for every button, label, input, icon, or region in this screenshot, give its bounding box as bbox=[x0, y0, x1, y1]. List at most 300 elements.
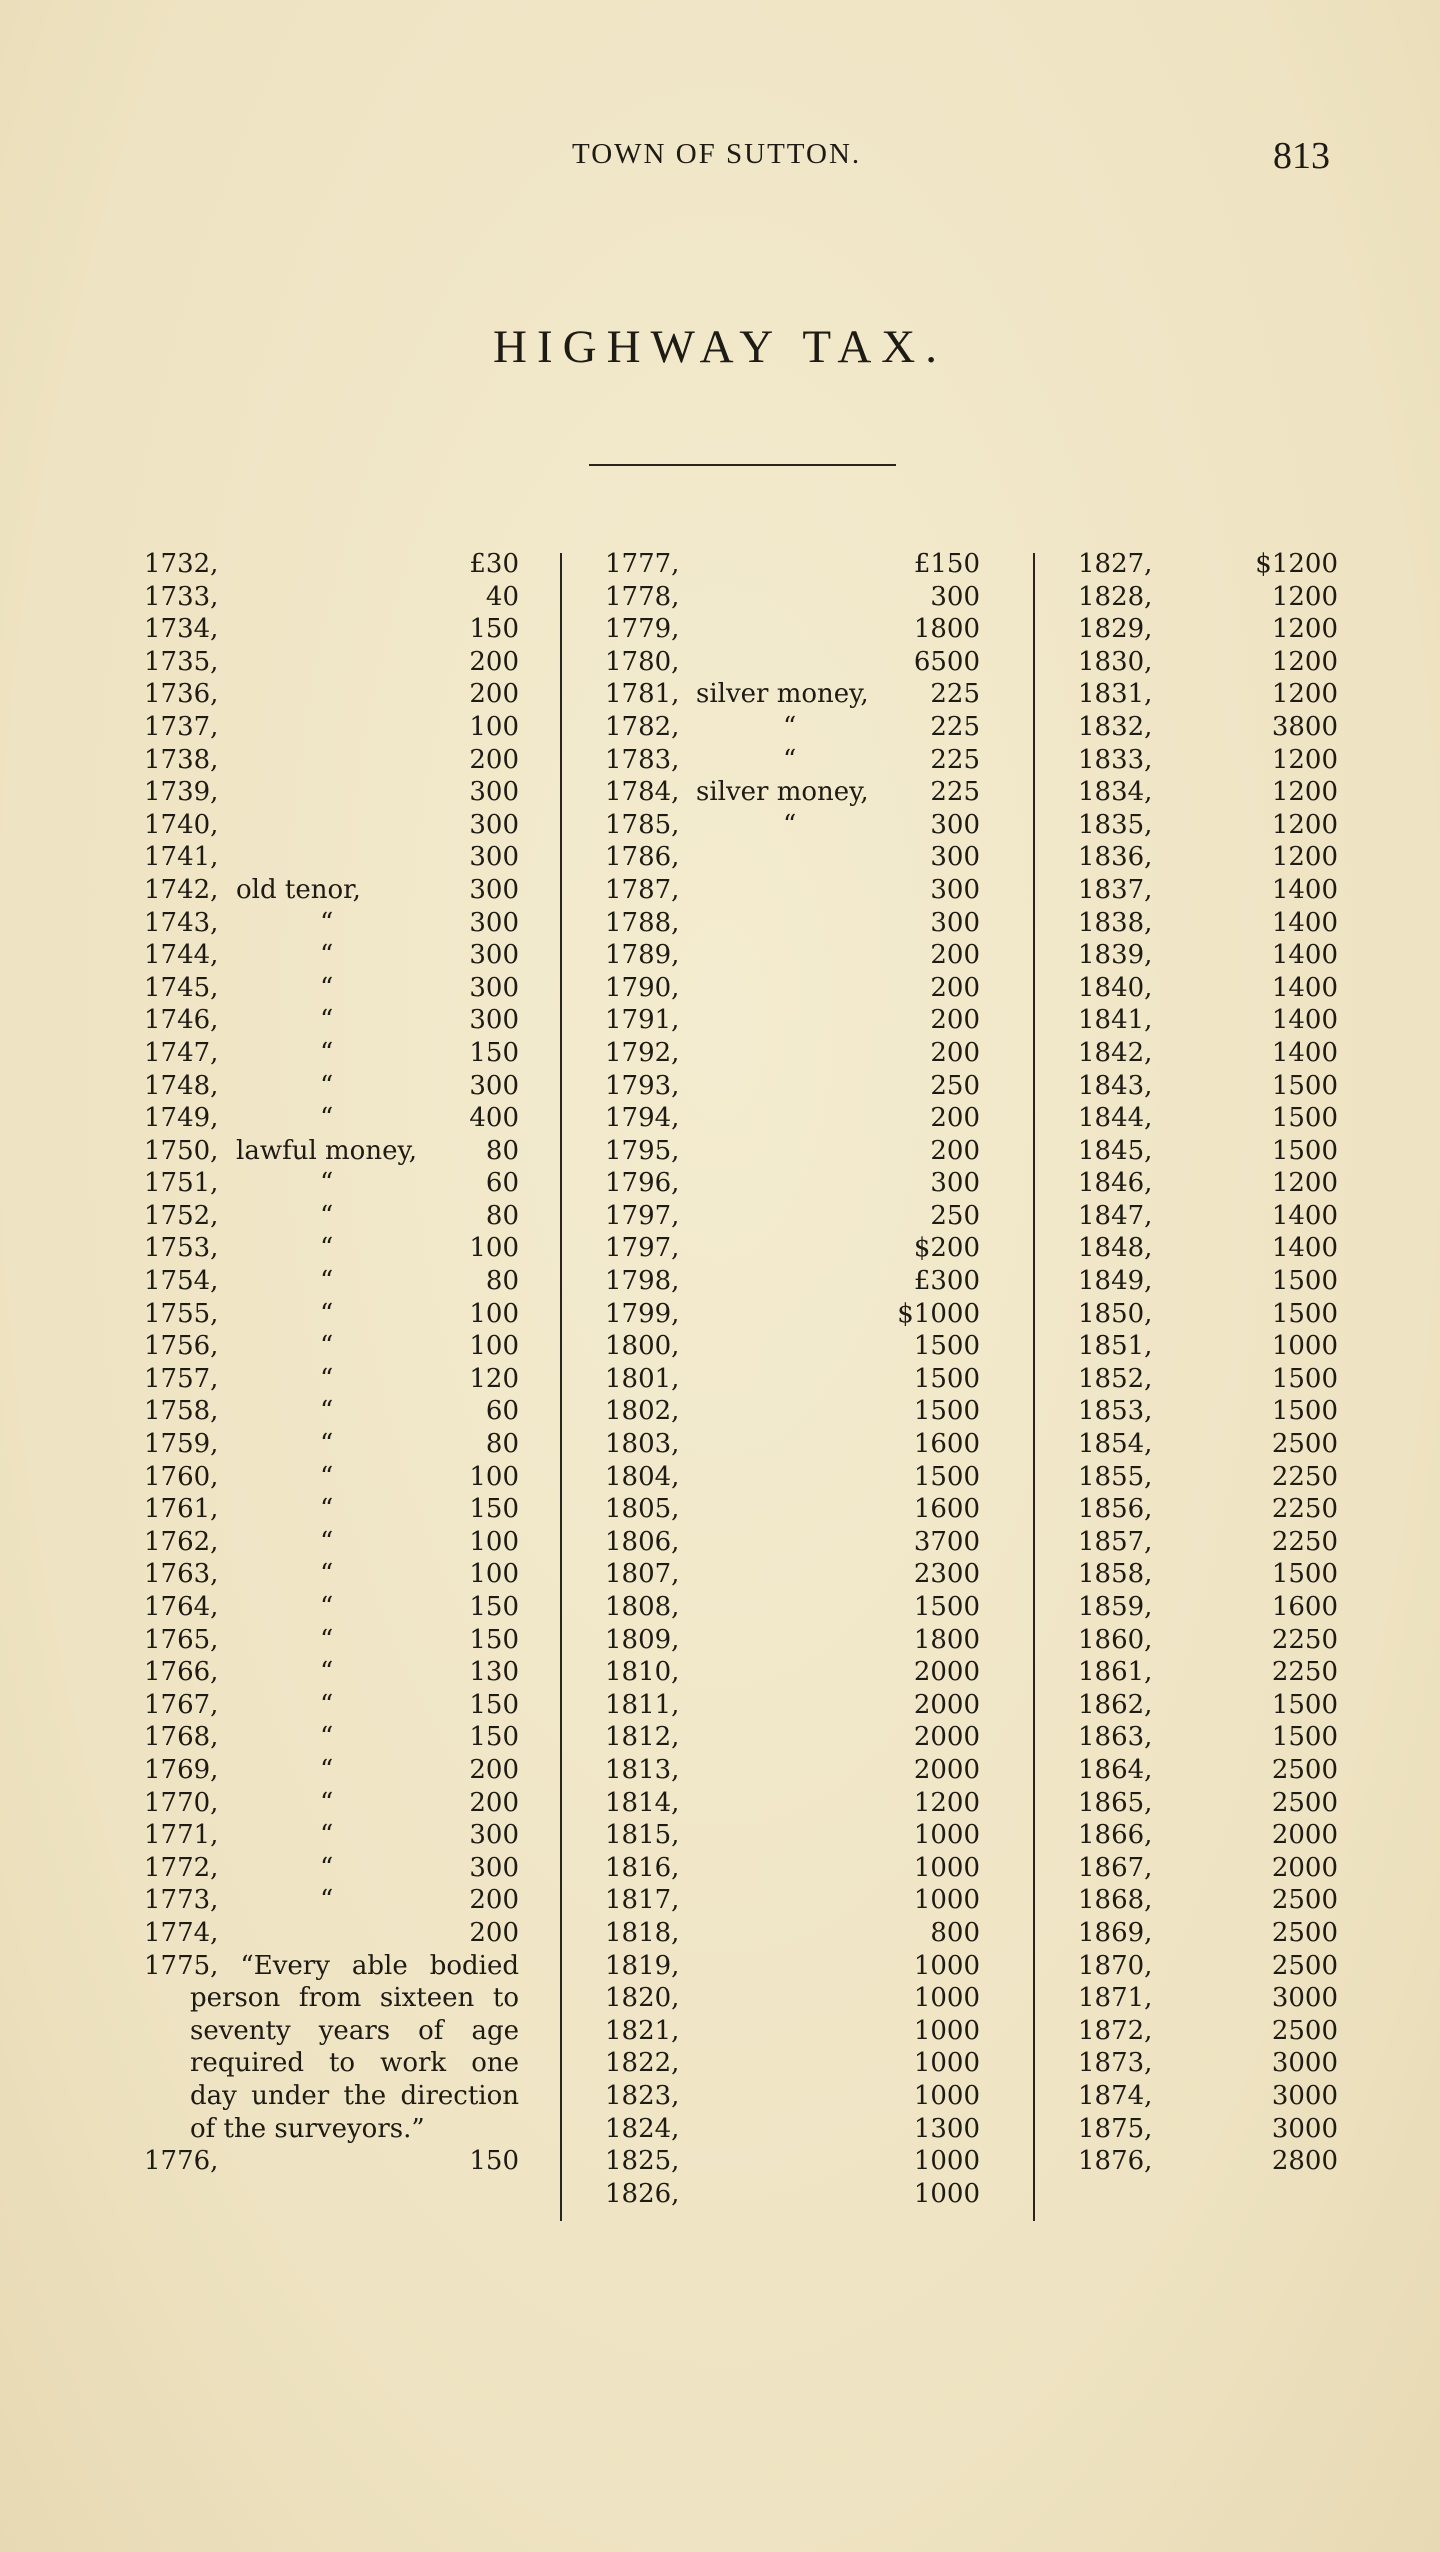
year: 1854, bbox=[1078, 1429, 1153, 1460]
table-row bbox=[1078, 1624, 1340, 1657]
year: 1790, bbox=[605, 972, 680, 1003]
table-row bbox=[144, 1200, 519, 1233]
tax-amount: 1200 bbox=[1271, 646, 1338, 677]
table-row bbox=[144, 1558, 519, 1591]
table-row bbox=[605, 1819, 980, 1852]
ditto-mark: “ bbox=[320, 1070, 334, 1101]
year: 1863, bbox=[1078, 1722, 1153, 1753]
running-title: TOWN OF SUTTON. bbox=[572, 138, 862, 170]
table-row bbox=[1078, 1363, 1340, 1396]
tax-amount: 3000 bbox=[1271, 2048, 1338, 2079]
tax-amount: 200 bbox=[930, 1103, 980, 1134]
ditto-mark: “ bbox=[320, 1559, 334, 1590]
table-row bbox=[605, 1135, 980, 1168]
tax-amount: $200 bbox=[913, 1233, 980, 1264]
ditto-mark: “ bbox=[783, 711, 797, 742]
year: 1847, bbox=[1078, 1200, 1153, 1231]
tax-amount: £300 bbox=[913, 1266, 980, 1297]
table-row bbox=[1078, 1787, 1340, 1820]
year: 1759, bbox=[144, 1429, 219, 1460]
year: 1745, bbox=[144, 972, 219, 1003]
table-row bbox=[605, 613, 980, 646]
table-row bbox=[1078, 1200, 1340, 1233]
year: 1812, bbox=[605, 1722, 680, 1753]
table-row bbox=[1078, 907, 1340, 940]
year: 1792, bbox=[605, 1037, 680, 1068]
year: 1788, bbox=[605, 907, 680, 938]
year: 1750, bbox=[144, 1135, 219, 1166]
year: 1811, bbox=[605, 1689, 680, 1720]
year: 1768, bbox=[144, 1722, 219, 1753]
tax-amount: 300 bbox=[469, 940, 519, 971]
year: 1834, bbox=[1078, 777, 1153, 808]
table-row bbox=[1078, 1232, 1340, 1265]
table-row bbox=[1078, 1721, 1340, 1754]
year: 1837, bbox=[1078, 874, 1153, 905]
year: 1876, bbox=[1078, 2146, 1153, 2177]
ditto-mark: “ bbox=[320, 1754, 334, 1785]
year: 1787, bbox=[605, 874, 680, 905]
tax-amount: 1500 bbox=[1271, 1266, 1338, 1297]
table-row bbox=[144, 1363, 519, 1396]
ditto-mark: “ bbox=[320, 1657, 334, 1688]
ditto-mark: “ bbox=[320, 1852, 334, 1883]
table-row bbox=[1078, 874, 1340, 907]
table-row bbox=[1078, 2047, 1340, 2080]
year: 1875, bbox=[1078, 2113, 1153, 2144]
ditto-mark: “ bbox=[320, 1787, 334, 1818]
table-row bbox=[1078, 1461, 1340, 1494]
year: 1758, bbox=[144, 1396, 219, 1427]
tax-amount: 1500 bbox=[1271, 1363, 1338, 1394]
year: 1797, bbox=[605, 1200, 680, 1231]
year: 1843, bbox=[1078, 1070, 1153, 1101]
tax-amount: 2500 bbox=[1271, 1754, 1338, 1785]
table-row bbox=[144, 1754, 519, 1787]
tax-amount: 300 bbox=[930, 874, 980, 905]
tax-amount: 2000 bbox=[913, 1657, 980, 1688]
table-row bbox=[605, 972, 980, 1005]
table-row bbox=[605, 1037, 980, 1070]
ditto-mark: “ bbox=[320, 972, 334, 1003]
table-row bbox=[144, 711, 519, 744]
tax-amount: 2800 bbox=[1271, 2146, 1338, 2177]
tax-amount: 1400 bbox=[1271, 1005, 1338, 1036]
year: 1763, bbox=[144, 1559, 219, 1590]
tax-amount: 1500 bbox=[913, 1331, 980, 1362]
year: 1772, bbox=[144, 1852, 219, 1883]
currency-note: silver money, bbox=[696, 679, 869, 710]
year: 1782, bbox=[605, 711, 680, 742]
tax-amount: 1500 bbox=[1271, 1103, 1338, 1134]
tax-amount: 300 bbox=[930, 842, 980, 873]
year: 1797, bbox=[605, 1233, 680, 1264]
table-row bbox=[144, 1265, 519, 1298]
tax-amount: 2250 bbox=[1271, 1494, 1338, 1525]
year: 1755, bbox=[144, 1298, 219, 1329]
year: 1836, bbox=[1078, 842, 1153, 873]
year: 1754, bbox=[144, 1266, 219, 1297]
column-divider bbox=[560, 553, 562, 2221]
year: 1816, bbox=[605, 1852, 680, 1883]
table-row bbox=[1078, 841, 1340, 874]
tax-amount: 200 bbox=[930, 972, 980, 1003]
table-row bbox=[1078, 1167, 1340, 1200]
year: 1858, bbox=[1078, 1559, 1153, 1590]
year: 1839, bbox=[1078, 940, 1153, 971]
table-row bbox=[144, 1819, 519, 1852]
tax-amount: 200 bbox=[930, 940, 980, 971]
table-row bbox=[144, 1395, 519, 1428]
table-row bbox=[605, 1363, 980, 1396]
year: 1749, bbox=[144, 1103, 219, 1134]
table-row bbox=[605, 1884, 980, 1917]
tax-amount: 3000 bbox=[1271, 1983, 1338, 2014]
tax-amount: 2500 bbox=[1271, 1429, 1338, 1460]
table-row bbox=[605, 776, 980, 809]
tax-amount: 3700 bbox=[913, 1526, 980, 1557]
year: 1810, bbox=[605, 1657, 680, 1688]
table-row bbox=[605, 1689, 980, 1722]
tax-amount: 80 bbox=[485, 1429, 519, 1460]
tax-amount: 2000 bbox=[1271, 1852, 1338, 1883]
ditto-mark: “ bbox=[320, 1820, 334, 1851]
year: 1800, bbox=[605, 1331, 680, 1362]
table-row bbox=[144, 1852, 519, 1885]
tax-amount: 150 bbox=[469, 1624, 519, 1655]
year: 1744, bbox=[144, 940, 219, 971]
tax-amount: 1500 bbox=[1271, 1298, 1338, 1329]
year: 1840, bbox=[1078, 972, 1153, 1003]
tax-amount: 200 bbox=[930, 1037, 980, 1068]
year: 1830, bbox=[1078, 646, 1153, 677]
table-row bbox=[605, 1167, 980, 1200]
tax-amount: 3800 bbox=[1271, 711, 1338, 742]
table-row bbox=[605, 1004, 980, 1037]
table-row bbox=[605, 2047, 980, 2080]
ditto-mark: “ bbox=[320, 1266, 334, 1297]
year: 1764, bbox=[144, 1592, 219, 1622]
year: 1753, bbox=[144, 1233, 219, 1264]
table-row bbox=[144, 548, 519, 581]
table-row bbox=[605, 1395, 980, 1428]
ditto-mark: “ bbox=[320, 1461, 334, 1492]
year: 1842, bbox=[1078, 1037, 1153, 1068]
tax-amount: 225 bbox=[930, 711, 980, 742]
year: 1861, bbox=[1078, 1657, 1153, 1688]
tax-amount: 100 bbox=[469, 1331, 519, 1362]
tax-amount: 2000 bbox=[913, 1722, 980, 1753]
year: 1774, bbox=[144, 1917, 219, 1948]
year: 1870, bbox=[1078, 1950, 1153, 1981]
table-row bbox=[1078, 1102, 1340, 1135]
table-row bbox=[144, 1624, 519, 1657]
year: 1835, bbox=[1078, 809, 1153, 840]
year: 1860, bbox=[1078, 1624, 1153, 1655]
tax-amount: 100 bbox=[469, 1559, 519, 1590]
tax-amount: 100 bbox=[469, 1461, 519, 1492]
table-row bbox=[605, 1428, 980, 1461]
year: 1748, bbox=[144, 1070, 219, 1101]
tax-amount: 1000 bbox=[913, 2146, 980, 2177]
year: 1757, bbox=[144, 1363, 219, 1394]
tax-amount: 2000 bbox=[913, 1754, 980, 1785]
year: 1833, bbox=[1078, 744, 1153, 775]
tax-amount: 1000 bbox=[913, 2048, 980, 2079]
tax-amount: 1500 bbox=[1271, 1559, 1338, 1590]
table-row bbox=[605, 1982, 980, 2015]
tax-amount: 1200 bbox=[913, 1787, 980, 1818]
title-rule bbox=[589, 464, 896, 466]
year: 1785, bbox=[605, 809, 680, 840]
tax-amount: 300 bbox=[469, 874, 519, 905]
year: 1827, bbox=[1078, 549, 1153, 579]
table-row bbox=[605, 1200, 980, 1233]
table-row bbox=[605, 1526, 980, 1559]
year: 1765, bbox=[144, 1624, 219, 1655]
ditto-mark: “ bbox=[320, 1526, 334, 1557]
ditto-mark: “ bbox=[320, 1005, 334, 1036]
table-row bbox=[1078, 2080, 1340, 2113]
year: 1857, bbox=[1078, 1526, 1153, 1557]
table-row bbox=[1078, 744, 1340, 777]
year: 1808, bbox=[605, 1592, 680, 1622]
ditto-mark: “ bbox=[320, 1103, 334, 1134]
tax-amount: 300 bbox=[469, 1005, 519, 1036]
tax-amount: 1200 bbox=[1271, 614, 1338, 645]
tax-amount: 1500 bbox=[1271, 1070, 1338, 1101]
year: 1740, bbox=[144, 809, 219, 840]
tax-amount: 1200 bbox=[1271, 809, 1338, 840]
ditto-mark: “ bbox=[320, 1592, 334, 1622]
year: 1805, bbox=[605, 1494, 680, 1525]
tax-amount: 1000 bbox=[913, 2178, 980, 2209]
table-row bbox=[1078, 972, 1340, 1005]
tax-amount: 2250 bbox=[1271, 1526, 1338, 1557]
year: 1828, bbox=[1078, 581, 1153, 612]
year: 1778, bbox=[605, 581, 680, 612]
table-row bbox=[144, 1428, 519, 1461]
year: 1799, bbox=[605, 1298, 680, 1329]
table-row bbox=[1078, 1819, 1340, 1852]
tax-amount: 1500 bbox=[1271, 1396, 1338, 1427]
tax-amount: 1300 bbox=[913, 2113, 980, 2144]
year: 1738, bbox=[144, 744, 219, 775]
table-row bbox=[1078, 646, 1340, 679]
tax-amount: 200 bbox=[930, 1005, 980, 1036]
table-row bbox=[605, 1330, 980, 1363]
table-row bbox=[1078, 1852, 1340, 1885]
table-row bbox=[144, 1461, 519, 1494]
tax-amount: 1000 bbox=[913, 1950, 980, 1981]
year: 1820, bbox=[605, 1983, 680, 2014]
tax-amount: 1600 bbox=[913, 1494, 980, 1525]
tax-amount: 1400 bbox=[1271, 907, 1338, 938]
year: 1735, bbox=[144, 646, 219, 677]
tax-amount: 2500 bbox=[1271, 1950, 1338, 1981]
ditto-mark: “ bbox=[320, 1331, 334, 1362]
tax-amount: 1600 bbox=[1271, 1592, 1338, 1622]
table-row bbox=[605, 2145, 980, 2178]
ditto-mark: “ bbox=[783, 744, 797, 775]
tax-amount: 1200 bbox=[1271, 744, 1338, 775]
tax-amount: 300 bbox=[469, 1070, 519, 1101]
year: 1784, bbox=[605, 777, 680, 808]
table-row bbox=[144, 1493, 519, 1526]
tax-amount: 1600 bbox=[913, 1429, 980, 1460]
year: 1868, bbox=[1078, 1885, 1153, 1916]
table-row bbox=[605, 2178, 980, 2211]
tax-amount: 2000 bbox=[1271, 1820, 1338, 1851]
tax-amount: 1200 bbox=[1271, 679, 1338, 710]
tax-amount: 150 bbox=[469, 2146, 519, 2177]
currency-note: lawful money, bbox=[236, 1135, 417, 1166]
year: 1848, bbox=[1078, 1233, 1153, 1264]
year: 1803, bbox=[605, 1429, 680, 1460]
year: 1736, bbox=[144, 679, 219, 710]
column-divider bbox=[1033, 553, 1035, 2221]
table-row bbox=[144, 1330, 519, 1363]
tax-amount: 2250 bbox=[1271, 1657, 1338, 1688]
table-row bbox=[1078, 1070, 1340, 1103]
tax-amount: 800 bbox=[930, 1917, 980, 1948]
tax-amount: 100 bbox=[469, 1526, 519, 1557]
column-1777-1826 bbox=[605, 548, 980, 2210]
ditto-mark: “ bbox=[320, 1298, 334, 1329]
table-row bbox=[1078, 711, 1340, 744]
ditto-mark: “ bbox=[320, 1363, 334, 1394]
table-row bbox=[605, 1787, 980, 1820]
table-row bbox=[605, 907, 980, 940]
year: 1760, bbox=[144, 1461, 219, 1492]
tax-amount: 150 bbox=[469, 1689, 519, 1720]
tax-amount: $1000 bbox=[897, 1298, 980, 1329]
tax-amount: 2500 bbox=[1271, 2015, 1338, 2046]
tax-amount: 200 bbox=[469, 744, 519, 775]
year: 1780, bbox=[605, 646, 680, 677]
table-row bbox=[144, 874, 519, 907]
table-row bbox=[1078, 678, 1340, 711]
table-row bbox=[144, 1656, 519, 1689]
tax-amount: 80 bbox=[485, 1200, 519, 1231]
table-row bbox=[1078, 548, 1340, 581]
table-row bbox=[144, 809, 519, 842]
year: 1845, bbox=[1078, 1135, 1153, 1166]
table-row bbox=[605, 939, 980, 972]
table-row bbox=[144, 1884, 519, 1917]
table-row bbox=[144, 907, 519, 940]
tax-amount: 130 bbox=[469, 1657, 519, 1688]
year: 1819, bbox=[605, 1950, 680, 1981]
year: 1874, bbox=[1078, 2080, 1153, 2111]
tax-amount: 225 bbox=[930, 744, 980, 775]
tax-amount: 200 bbox=[930, 1135, 980, 1166]
table-row bbox=[144, 1004, 519, 1037]
tax-amount: 3000 bbox=[1271, 2113, 1338, 2144]
ditto-mark: “ bbox=[320, 1200, 334, 1231]
table-row bbox=[605, 1493, 980, 1526]
year: 1756, bbox=[144, 1331, 219, 1362]
year: 1825, bbox=[605, 2146, 680, 2177]
page-number: 813 bbox=[1273, 135, 1330, 177]
tax-amount: 1500 bbox=[913, 1363, 980, 1394]
year: 1783, bbox=[605, 744, 680, 775]
tax-amount: 1500 bbox=[913, 1592, 980, 1622]
table-row bbox=[605, 1102, 980, 1135]
table-row bbox=[1078, 1135, 1340, 1168]
table-row bbox=[144, 1070, 519, 1103]
tax-amount: 200 bbox=[469, 679, 519, 710]
tax-amount: 1400 bbox=[1271, 1233, 1338, 1264]
year: 1866, bbox=[1078, 1820, 1153, 1851]
tax-amount: 200 bbox=[469, 1917, 519, 1948]
table-row bbox=[144, 678, 519, 711]
table-row bbox=[605, 1656, 980, 1689]
ditto-mark: “ bbox=[320, 1233, 334, 1264]
tax-amount: 300 bbox=[930, 1168, 980, 1199]
table-row bbox=[144, 1689, 519, 1722]
year: 1737, bbox=[144, 711, 219, 742]
table-row bbox=[605, 874, 980, 907]
year: 1813, bbox=[605, 1754, 680, 1785]
tax-amount: £150 bbox=[913, 549, 980, 579]
year: 1789, bbox=[605, 940, 680, 971]
tax-amount: 1000 bbox=[913, 1983, 980, 2014]
table-row bbox=[605, 1950, 980, 1983]
tax-amount: 200 bbox=[469, 1885, 519, 1916]
table-row bbox=[144, 1232, 519, 1265]
year: 1817, bbox=[605, 1885, 680, 1916]
year: 1747, bbox=[144, 1037, 219, 1068]
ditto-mark: “ bbox=[320, 1722, 334, 1753]
tax-amount: £30 bbox=[469, 549, 519, 579]
tax-amount: 1400 bbox=[1271, 940, 1338, 971]
tax-amount: 200 bbox=[469, 1754, 519, 1785]
year: 1743, bbox=[144, 907, 219, 938]
column-1827-1876 bbox=[1078, 548, 1340, 2178]
tax-amount: 100 bbox=[469, 1233, 519, 1264]
table-row bbox=[144, 1787, 519, 1820]
year: 1850, bbox=[1078, 1298, 1153, 1329]
year: 1801, bbox=[605, 1363, 680, 1394]
table-row bbox=[1078, 1917, 1340, 1950]
tax-amount: 1200 bbox=[1271, 777, 1338, 808]
tax-amount: 200 bbox=[469, 1787, 519, 1818]
tax-amount: 100 bbox=[469, 711, 519, 742]
year: 1791, bbox=[605, 1005, 680, 1036]
year: 1844, bbox=[1078, 1103, 1153, 1134]
tax-amount: 300 bbox=[469, 842, 519, 873]
table-row bbox=[1078, 1395, 1340, 1428]
table-row bbox=[144, 581, 519, 614]
year: 1853, bbox=[1078, 1396, 1153, 1427]
year: 1815, bbox=[605, 1820, 680, 1851]
year: 1823, bbox=[605, 2080, 680, 2111]
year: 1752, bbox=[144, 1200, 219, 1231]
table-row bbox=[605, 809, 980, 842]
year: 1733, bbox=[144, 581, 219, 612]
tax-amount: 1800 bbox=[913, 1624, 980, 1655]
tax-amount: 250 bbox=[930, 1070, 980, 1101]
year: 1831, bbox=[1078, 679, 1153, 710]
tax-amount: 1200 bbox=[1271, 842, 1338, 873]
year: 1864, bbox=[1078, 1754, 1153, 1785]
table-row bbox=[144, 2145, 519, 2178]
tax-amount: 1400 bbox=[1271, 1037, 1338, 1068]
tax-amount: 1800 bbox=[913, 614, 980, 645]
year: 1766, bbox=[144, 1657, 219, 1688]
table-row bbox=[1078, 1526, 1340, 1559]
